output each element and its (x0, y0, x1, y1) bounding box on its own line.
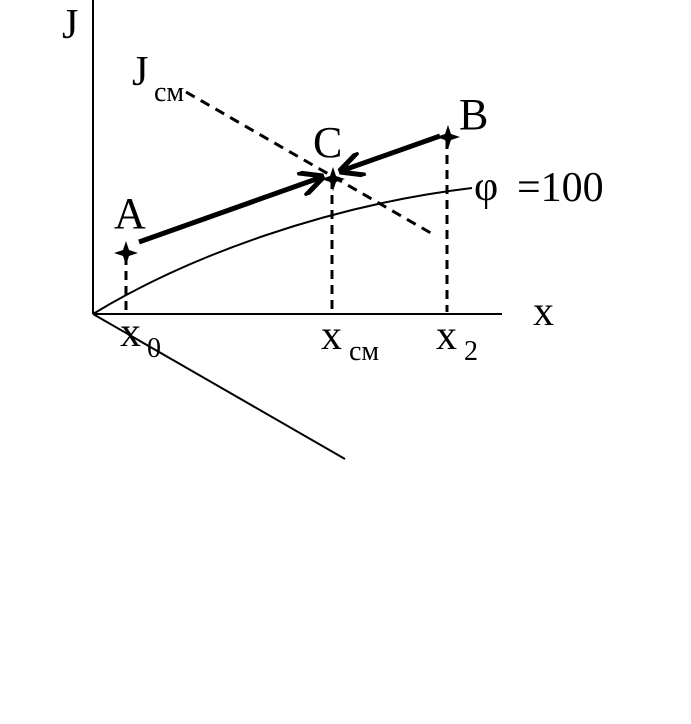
curve-label-phi: φ (474, 164, 499, 210)
point-a-marker (114, 241, 138, 265)
curve-label-value: =100 (517, 165, 604, 211)
point-c-label: C (313, 118, 343, 167)
tick-label-x0-subscript: 0 (147, 333, 161, 364)
tick-label-xcm-subscript: см (349, 336, 380, 367)
tick-label-x2: x (436, 313, 457, 359)
point-b-marker (436, 125, 460, 149)
point-b-label: B (459, 90, 489, 139)
mixing-line-label: J (132, 49, 149, 95)
process-line-b-to-c (341, 136, 440, 171)
process-line-a-to-c (139, 177, 322, 242)
point-a-label: A (114, 189, 146, 238)
tick-label-x0: x (120, 310, 141, 356)
tick-label-xcm: x (321, 313, 342, 359)
horizontal-axis-label: x (533, 289, 554, 335)
mixing-line-label-subscript: см (154, 77, 185, 108)
vertical-axis-label: J (62, 2, 79, 48)
saturation-curve (93, 188, 472, 314)
tick-label-x2-subscript: 2 (464, 336, 478, 367)
